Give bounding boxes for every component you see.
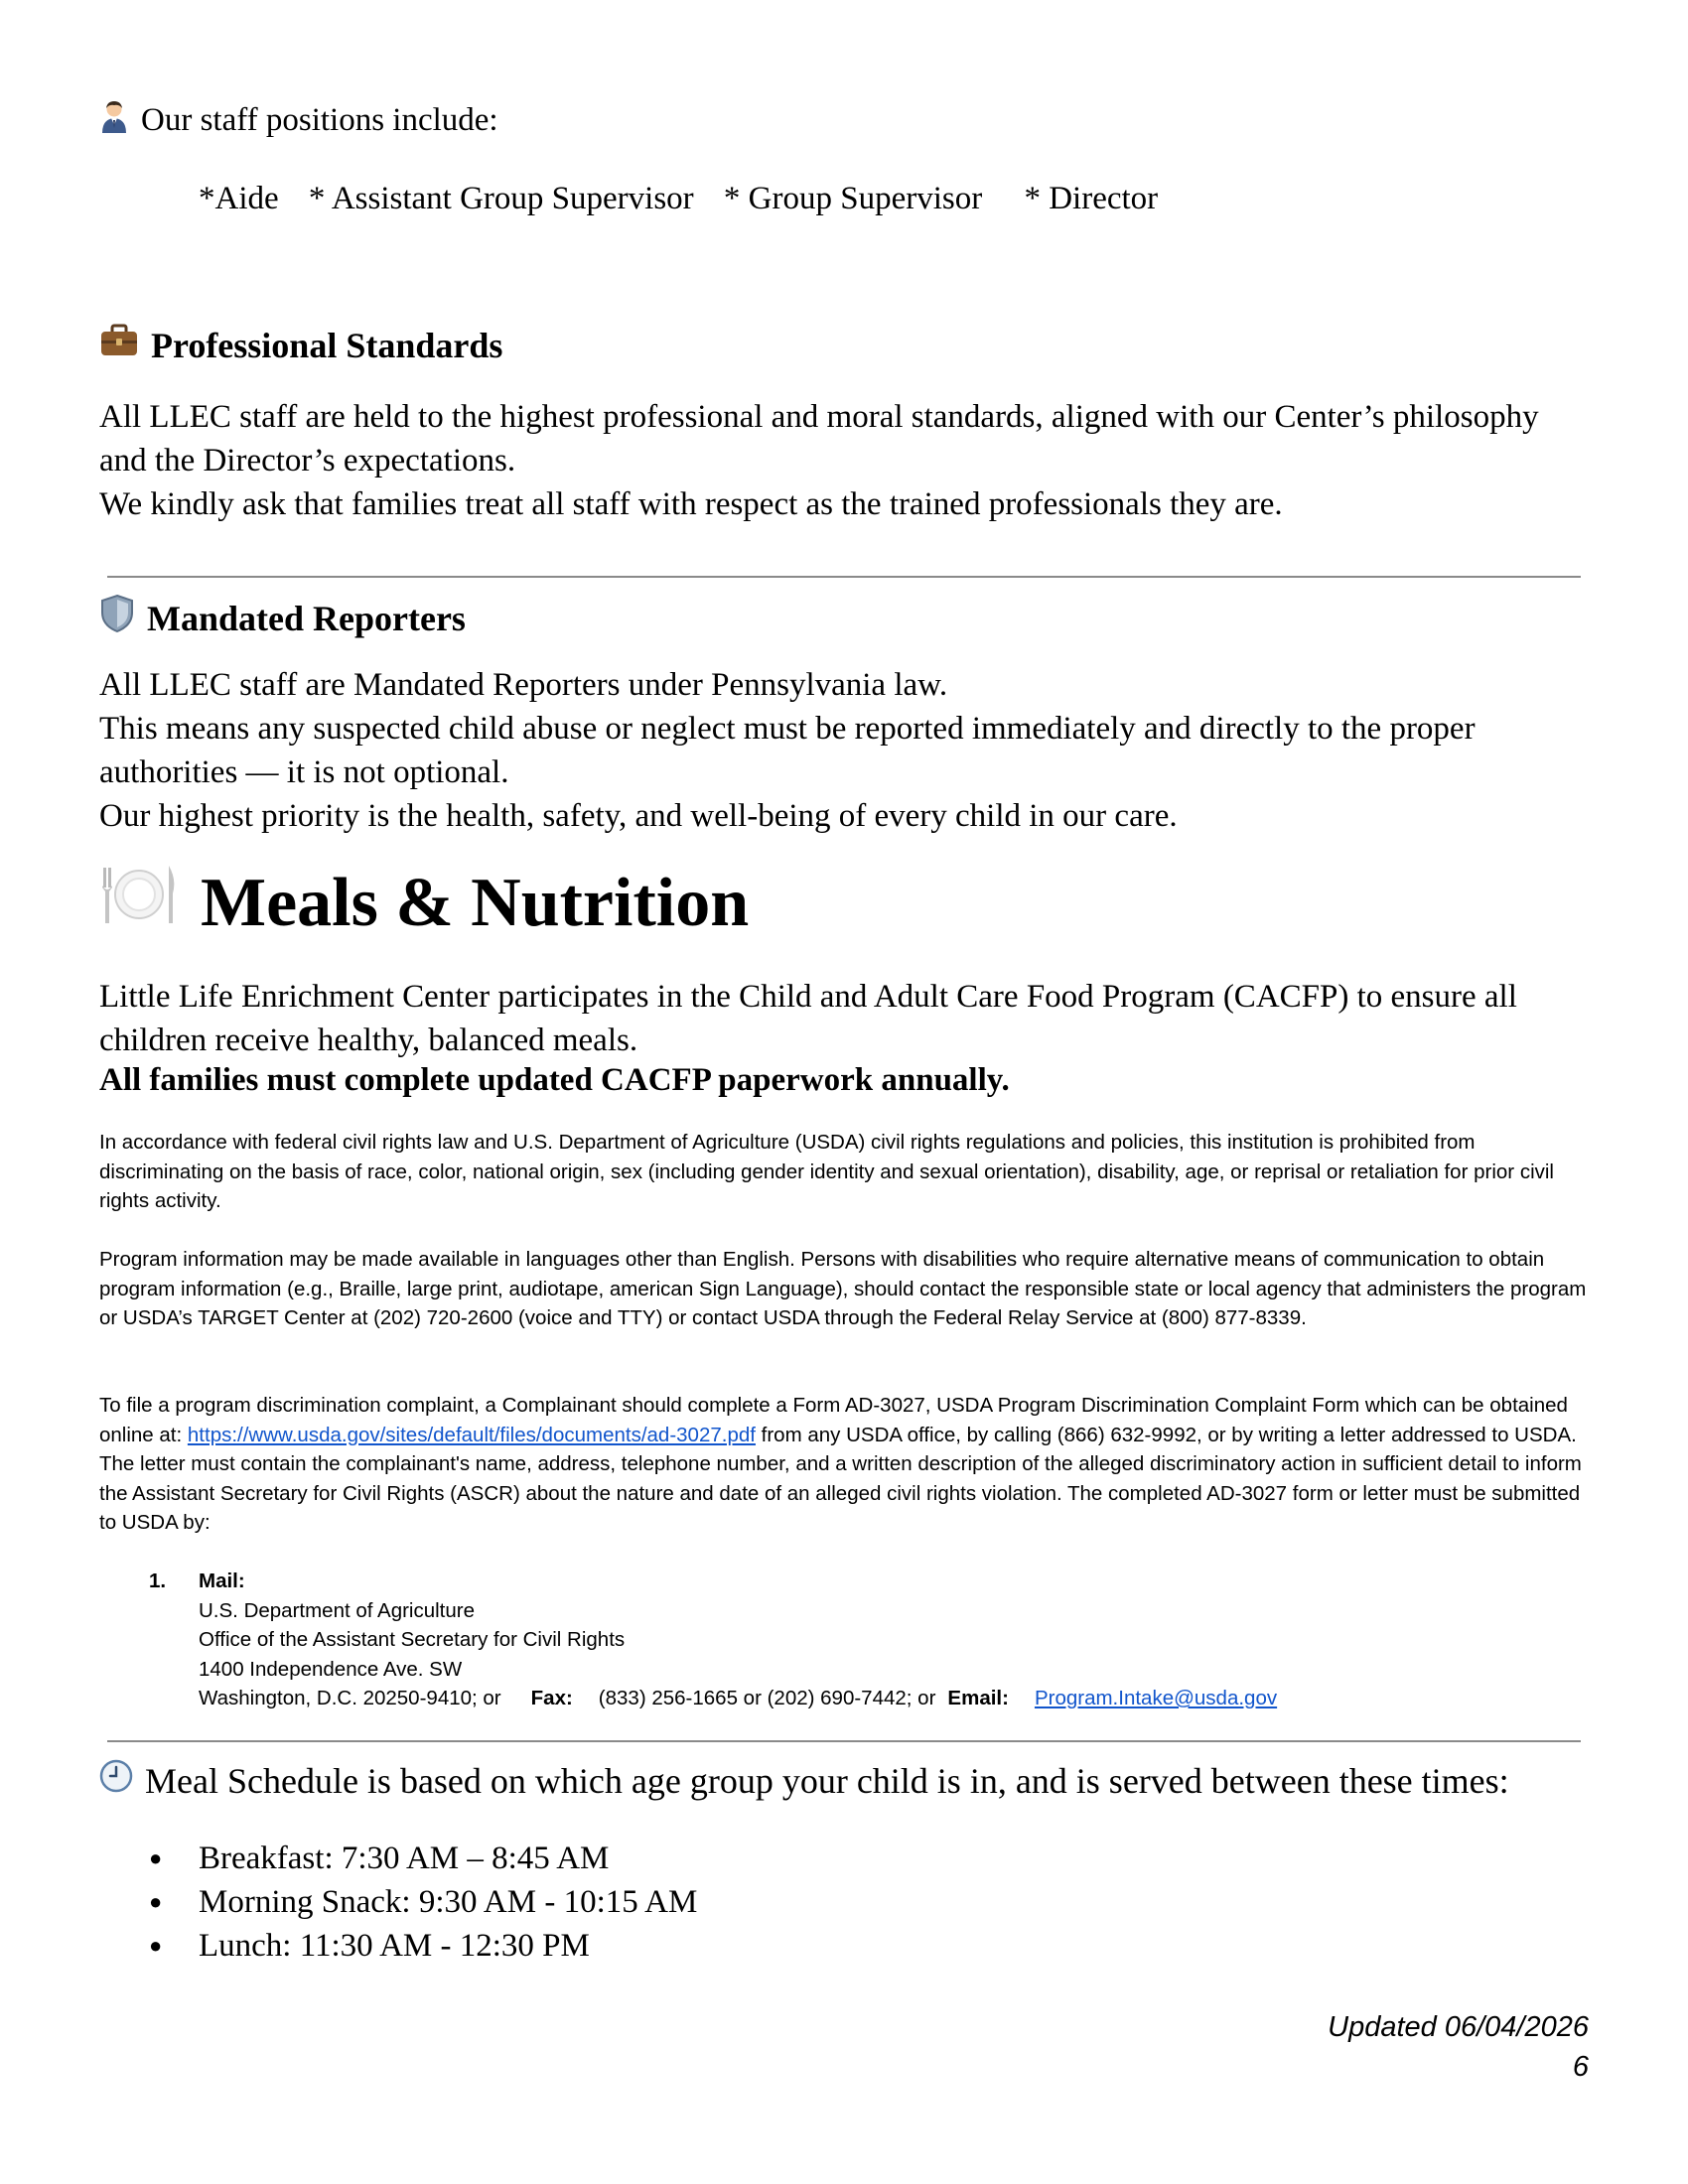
nondiscrimination-paragraph: Program information may be made available in languages other than English. Persons with disabilities who require alternative means of communication to obtain program information (e.g., Braille, large print, audiotape, american Sign Language), should contact the responsible state or local agency that administers the program or USDA’s TARGET Center at (202) 720-2600 (voice and TTY) or contact USDA through the Federal Relay Service at (800) 877-8339. xyxy=(99,1248,1587,1329)
shield-icon xyxy=(99,594,135,642)
meal-schedule-text: Meal Schedule is based on which age group your child is in, and is served between these times: xyxy=(145,1760,1509,1801)
professional-standards-line: All LLEC staff are held to the highest professional and moral standards, aligned with our Center’s philosophy and the Director’s expectations. xyxy=(99,399,1539,478)
meals-intro: Little Life Enrichment Center participates in the Child and Adult Care Food Program (CACFP) to ensure all children receive healthy, balanced meals. xyxy=(99,979,1517,1058)
staff-heading xyxy=(99,99,498,142)
meals-heading xyxy=(99,862,749,945)
mandated-reporters-line: This means any suspected child abuse or neglect must be reported immediately and directly to the proper authorities — it is not optional. xyxy=(99,711,1476,790)
fax-value: (833) 256-1665 or (202) 690-7442; or xyxy=(598,1687,936,1709)
staff-position: *Aide xyxy=(199,181,279,216)
mandated-reporters-text xyxy=(99,663,1589,838)
staff-heading-text: Our staff positions include: xyxy=(141,102,498,138)
professional-standards-heading xyxy=(99,324,502,366)
clock-icon xyxy=(99,1759,133,1802)
address-line: Washington, D.C. 20250-9410; or xyxy=(199,1687,501,1709)
list-item: ● Breakfast: 7:30 AM – 8:45 AM xyxy=(149,1837,697,1880)
email-label: Email: xyxy=(947,1687,1009,1709)
plate-cutlery-icon xyxy=(99,862,179,945)
mandated-reporters-title: Mandated Reporters xyxy=(147,598,466,638)
complaint-text: To file a program discrimination complaint, a Complainant should complete a Form AD-3027, USDA Program Discrimination Complaint Form which can be obtained online at: xyxy=(99,1394,1568,1446)
meal-schedule-list xyxy=(149,1837,697,1968)
complaint-paragraph xyxy=(99,1391,1589,1538)
staff-position: * Director xyxy=(1024,181,1159,216)
professional-standards-title: Professional Standards xyxy=(151,325,503,365)
email-link[interactable]: Program.Intake@usda.gov xyxy=(1034,1687,1278,1709)
mail-label: Mail: xyxy=(199,1570,245,1592)
address-line: 1400 Independence Ave. SW xyxy=(199,1657,463,1681)
address-line: U.S. Department of Agriculture xyxy=(199,1598,476,1622)
divider xyxy=(107,1740,1581,1742)
address-contact-line xyxy=(199,1684,1489,1713)
fax-label: Fax: xyxy=(530,1687,573,1709)
cacfp-notice: All families must complete updated CACFP paperwork annually. xyxy=(99,1062,1010,1098)
staff-position: * Assistant Group Supervisor xyxy=(308,181,694,216)
staff-position: * Group Supervisor xyxy=(723,181,983,216)
professional-standards-text xyxy=(99,395,1589,526)
updated-date: Updated 06/04/2026 xyxy=(1328,2011,1589,2043)
list-item: ● Morning Snack: 9:30 AM - 10:15 AM xyxy=(149,1880,697,1924)
professional-standards-line: We kindly ask that families treat all staff with respect as the trained professionals they are. xyxy=(99,486,1283,522)
mail-address xyxy=(199,1567,1489,1713)
list-item: ● Lunch: 11:30 AM - 12:30 PM xyxy=(149,1924,697,1968)
mandated-reporters-line: Our highest priority is the health, safety, and well-being of every child in our care. xyxy=(99,798,1178,834)
meal-schedule-heading xyxy=(99,1759,1509,1802)
nondiscrimination-paragraph: In accordance with federal civil rights law and U.S. Department of Agriculture (USDA) civil rights regulations and policies, this institution is prohibited from discriminating on the basis of race, color, national origin, sex (including gender identity and sexual orientation), disability, age, or reprisal or retaliation for prior civil rights activity. xyxy=(99,1131,1554,1212)
list-number: 1. xyxy=(149,1570,167,1592)
complaint-form-link[interactable]: https://www.usda.gov/sites/default/files/documents/ad-3027.pdf xyxy=(187,1423,756,1446)
office-worker-icon xyxy=(99,99,129,142)
complaint-text: from any USDA office, by calling (866) 632-9992, or by writing a letter addressed to USDA. The letter must contain the complainant's name, address, telephone number, and a written description of the alleged discriminatory action in sufficient detail to inform the Assistant Secretary for Civil Rights (ASCR) about the nature and date of an alleged civil rights violation. The completed AD-3027 form or letter must be submitted to USDA by: xyxy=(99,1423,1582,1534)
meals-title: Meals & Nutrition xyxy=(201,865,750,941)
page-number: 6 xyxy=(1572,2051,1589,2083)
briefcase-icon xyxy=(99,324,139,366)
address-line: Office of the Assistant Secretary for Civil Rights xyxy=(199,1628,626,1651)
divider xyxy=(107,576,1581,578)
mandated-reporters-heading xyxy=(99,594,466,642)
mandated-reporters-line: All LLEC staff are Mandated Reporters under Pennsylvania law. xyxy=(99,667,948,703)
staff-positions xyxy=(199,181,1180,217)
